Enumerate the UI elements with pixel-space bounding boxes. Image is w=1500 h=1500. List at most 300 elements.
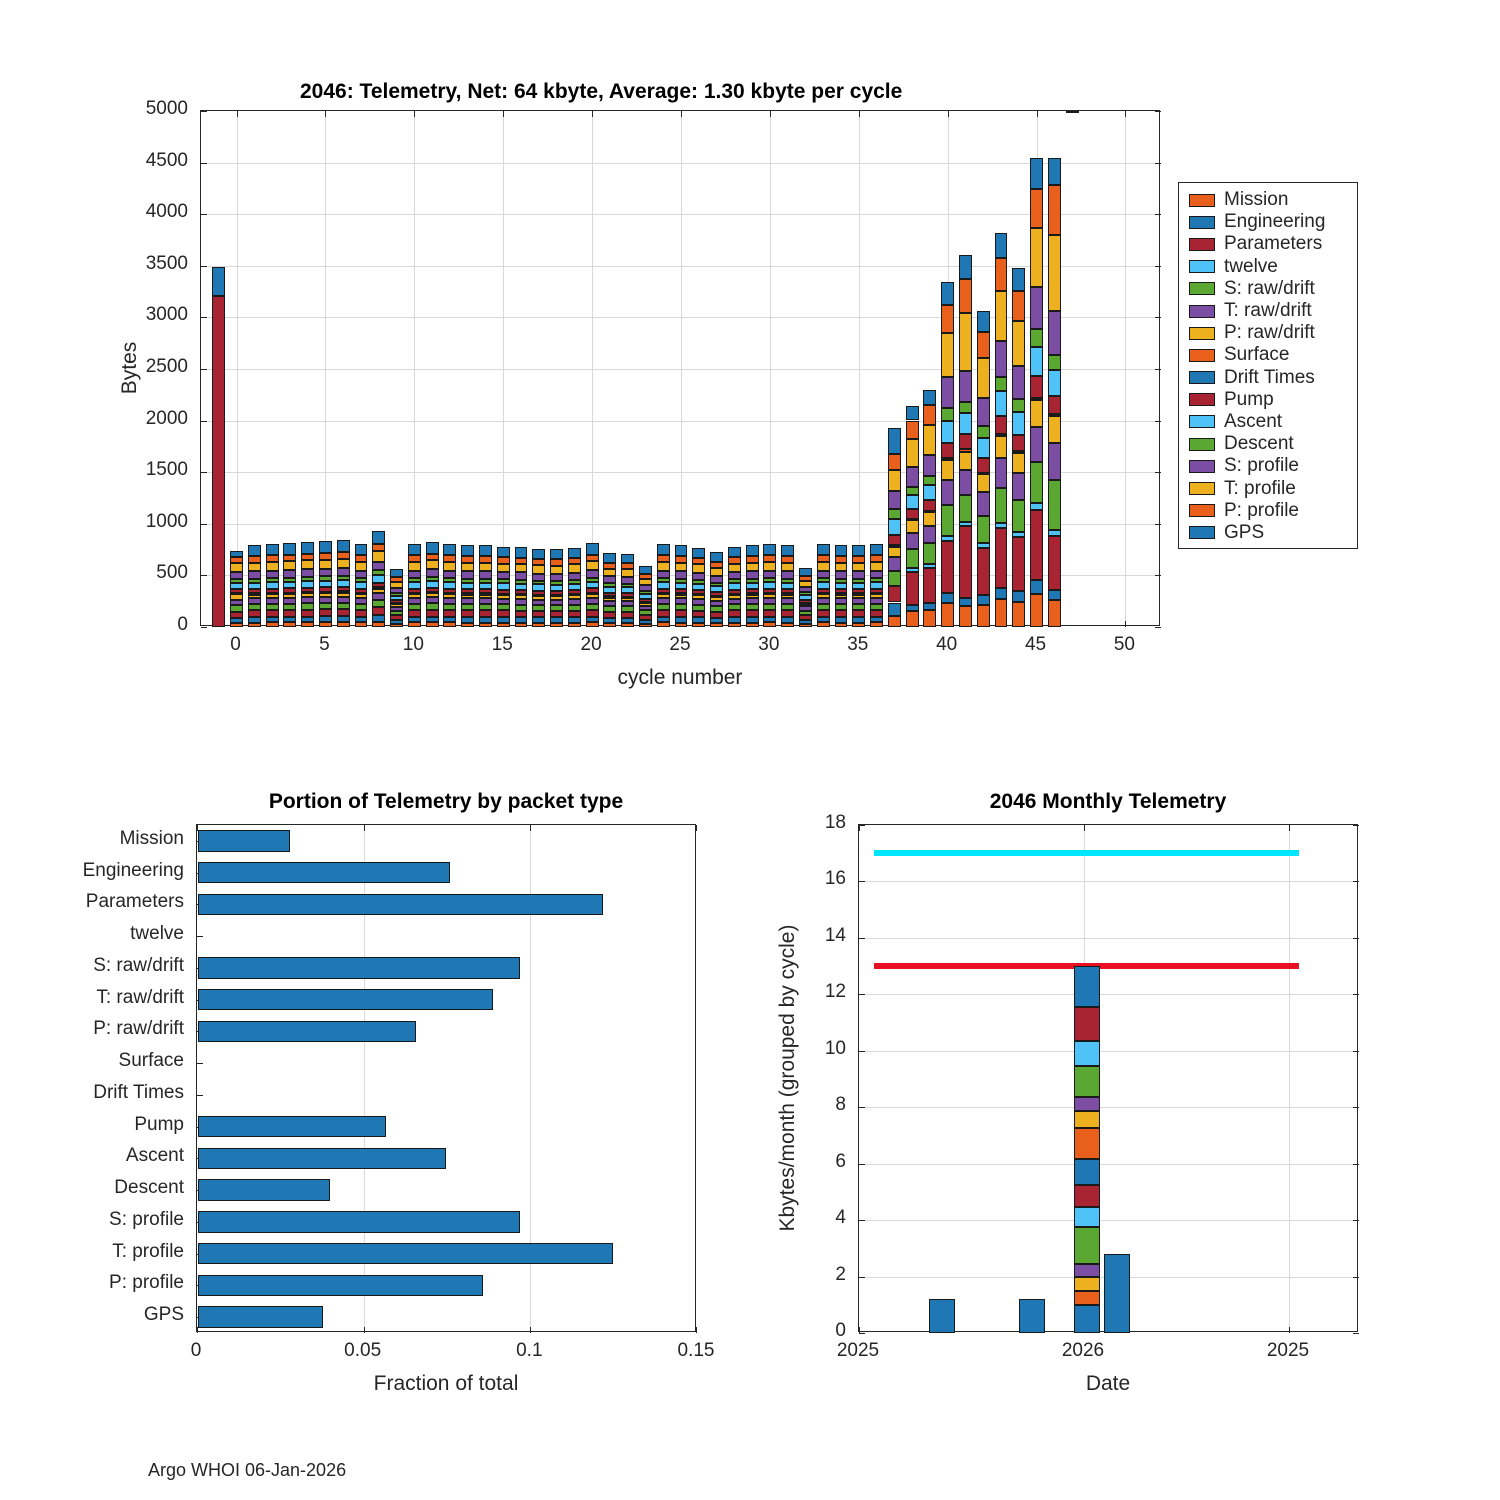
bar-segment bbox=[817, 604, 830, 610]
bar-segment bbox=[870, 617, 883, 623]
bar-segment bbox=[568, 580, 581, 584]
bar-segment bbox=[995, 416, 1008, 434]
bar-segment bbox=[906, 406, 919, 420]
stacked-bar bbox=[799, 111, 812, 627]
bar-segment bbox=[586, 543, 599, 554]
tick-y bbox=[1155, 163, 1161, 164]
bar-segment bbox=[870, 578, 883, 582]
bar-segment bbox=[906, 439, 919, 467]
bar-segment bbox=[941, 460, 954, 480]
legend-swatch bbox=[1189, 194, 1215, 207]
bar-segment bbox=[692, 573, 705, 580]
bar-segment bbox=[479, 583, 492, 590]
bar-segment bbox=[692, 548, 705, 559]
bar-segment bbox=[977, 332, 990, 358]
bar-segment bbox=[888, 586, 901, 602]
bar-segment bbox=[941, 536, 954, 541]
legend-label: Surface bbox=[1224, 344, 1290, 366]
tick-y bbox=[859, 1051, 865, 1052]
tick-y bbox=[859, 1333, 865, 1334]
bar-segment bbox=[728, 579, 741, 583]
bar-segment bbox=[763, 562, 776, 571]
x-tick-label: 0.15 bbox=[677, 1340, 715, 1361]
legend-label: twelve bbox=[1224, 255, 1278, 277]
tick-y bbox=[1353, 1220, 1359, 1221]
bar-segment bbox=[586, 582, 599, 589]
bar-segment bbox=[372, 593, 385, 600]
bar-segment bbox=[390, 569, 403, 577]
bar-segment bbox=[283, 617, 296, 623]
y-tick-label: 2 bbox=[835, 1263, 846, 1285]
legend-item bbox=[1179, 455, 1357, 477]
bar-segment bbox=[959, 522, 972, 526]
stacked-bar bbox=[923, 111, 936, 627]
bar-segment bbox=[692, 590, 705, 594]
bar-segment bbox=[301, 622, 314, 627]
bar-segment bbox=[426, 581, 439, 588]
horizontal-bar bbox=[198, 830, 290, 852]
x-tick-label: 5 bbox=[319, 634, 330, 655]
bar-segment bbox=[923, 543, 936, 564]
bar-segment bbox=[781, 583, 794, 590]
bar-segment bbox=[497, 617, 510, 622]
bar-segment bbox=[746, 598, 759, 604]
horizontal-bar bbox=[198, 1116, 386, 1138]
bar-segment bbox=[266, 622, 279, 627]
horizontal-bar bbox=[198, 1179, 330, 1201]
bar-segment bbox=[319, 581, 332, 588]
bar-segment bbox=[835, 589, 848, 593]
bar-segment bbox=[995, 377, 1008, 392]
bar-segment bbox=[301, 597, 314, 603]
bar-segment bbox=[212, 296, 225, 627]
bar-segment bbox=[977, 543, 990, 548]
bar-segment bbox=[230, 618, 243, 623]
stacked-bar bbox=[817, 111, 830, 627]
bar-segment bbox=[1012, 537, 1025, 591]
bar-segment bbox=[710, 601, 723, 606]
monthly-bar bbox=[1019, 825, 1045, 1333]
bar-segment bbox=[1048, 416, 1061, 443]
bar-segment bbox=[675, 589, 688, 593]
legend-swatch bbox=[1189, 327, 1215, 340]
y-tick-label: 500 bbox=[156, 562, 188, 584]
bar-segment bbox=[799, 568, 812, 576]
bar-segment bbox=[1030, 510, 1043, 580]
stacked-bar bbox=[1066, 111, 1079, 627]
bar-segment bbox=[426, 610, 439, 617]
bar-segment bbox=[497, 594, 510, 596]
y-tick-label: Drift Times bbox=[93, 1081, 184, 1103]
bar-segment bbox=[515, 594, 528, 596]
plot-area bbox=[196, 824, 696, 1332]
legend-label: S: raw/drift bbox=[1224, 277, 1315, 299]
bar-segment bbox=[817, 622, 830, 627]
bar-segment bbox=[692, 611, 705, 618]
tick-y bbox=[1353, 1164, 1359, 1165]
bar-segment bbox=[906, 495, 919, 509]
chart-title: Portion of Telemetry by packet type bbox=[268, 790, 624, 813]
tick-y bbox=[201, 369, 207, 370]
bar-segment bbox=[319, 553, 332, 560]
bar-segment bbox=[621, 606, 634, 611]
bar-segment bbox=[1074, 1185, 1100, 1208]
bar-segment bbox=[248, 598, 261, 604]
y-tick-label: S: profile bbox=[109, 1208, 184, 1230]
bar-segment bbox=[977, 398, 990, 427]
bar-segment bbox=[248, 610, 261, 617]
bar-segment bbox=[1074, 1207, 1100, 1227]
bar-segment bbox=[301, 617, 314, 623]
bar-segment bbox=[852, 623, 865, 627]
bar-segment bbox=[301, 542, 314, 553]
bar-segment bbox=[230, 557, 243, 563]
bar-segment bbox=[710, 596, 723, 598]
bar-segment bbox=[1012, 291, 1025, 321]
bar-segment bbox=[763, 578, 776, 582]
tick-y bbox=[859, 1220, 865, 1221]
bar-segment bbox=[283, 604, 296, 610]
tick-y bbox=[1155, 369, 1161, 370]
bar-segment bbox=[515, 572, 528, 579]
stacked-bar bbox=[728, 111, 741, 627]
legend-label: Pump bbox=[1224, 388, 1274, 410]
bar-segment bbox=[426, 569, 439, 577]
bar-segment bbox=[337, 597, 350, 603]
bar-segment bbox=[266, 593, 279, 595]
bar-segment bbox=[1048, 590, 1061, 600]
bar-segment bbox=[532, 574, 545, 581]
bar-segment bbox=[1030, 158, 1043, 188]
bar-segment bbox=[941, 408, 954, 421]
legend-swatch bbox=[1189, 504, 1215, 517]
tick-y bbox=[1155, 266, 1161, 267]
bar-segment bbox=[728, 594, 741, 596]
y-tick-label: 3000 bbox=[145, 304, 188, 326]
bar-segment bbox=[941, 443, 954, 459]
bar-segment bbox=[1012, 435, 1025, 451]
legend-label: P: profile bbox=[1224, 499, 1299, 521]
bar-segment bbox=[586, 610, 599, 617]
bar-segment bbox=[603, 553, 616, 563]
bar-segment bbox=[283, 598, 296, 604]
bar-segment bbox=[1074, 1007, 1100, 1041]
bar-segment bbox=[568, 617, 581, 622]
bar-segment bbox=[1012, 321, 1025, 366]
bar-segment bbox=[550, 559, 563, 565]
bar-segment bbox=[443, 598, 456, 604]
bar-segment bbox=[337, 540, 350, 552]
bar-segment bbox=[248, 583, 261, 590]
bar-segment bbox=[248, 579, 261, 583]
bar-segment bbox=[586, 555, 599, 562]
bar-segment bbox=[479, 545, 492, 556]
bar-segment bbox=[283, 561, 296, 570]
bar-segment bbox=[515, 605, 528, 611]
bar-segment bbox=[355, 593, 368, 595]
bar-segment bbox=[408, 598, 421, 604]
bar-segment bbox=[603, 623, 616, 627]
y-tick-label: 14 bbox=[824, 924, 846, 946]
bar-segment bbox=[230, 593, 243, 595]
bar-segment bbox=[408, 562, 421, 571]
legend-swatch bbox=[1189, 482, 1215, 495]
tick-y bbox=[1155, 214, 1161, 215]
bar-segment bbox=[906, 533, 919, 550]
bar-segment bbox=[515, 547, 528, 558]
bar-segment bbox=[639, 574, 652, 579]
bar-segment bbox=[443, 610, 456, 617]
legend-item bbox=[1179, 411, 1357, 433]
bar-segment bbox=[355, 598, 368, 604]
bar-segment bbox=[977, 474, 990, 492]
bar-segment bbox=[746, 556, 759, 563]
bar-segment bbox=[657, 544, 670, 555]
bar-segment bbox=[266, 562, 279, 571]
stacked-bar bbox=[283, 111, 296, 627]
bar-segment bbox=[746, 593, 759, 595]
stacked-bar bbox=[692, 111, 705, 627]
bar-segment bbox=[906, 568, 919, 571]
bar-segment bbox=[266, 571, 279, 578]
bar-segment bbox=[1048, 235, 1061, 311]
legend-item bbox=[1179, 477, 1357, 499]
legend-swatch bbox=[1189, 371, 1215, 384]
bar-segment bbox=[923, 485, 936, 500]
bar-segment bbox=[408, 582, 421, 589]
bar-segment bbox=[1012, 453, 1025, 473]
bar-segment bbox=[852, 593, 865, 595]
bar-segment bbox=[603, 618, 616, 623]
bar-segment bbox=[1012, 268, 1025, 291]
bar-segment bbox=[906, 520, 919, 533]
y-tick-label: T: profile bbox=[112, 1240, 184, 1262]
bar-segment bbox=[355, 562, 368, 571]
bar-segment bbox=[568, 590, 581, 594]
bar-segment bbox=[799, 600, 812, 603]
tick-x bbox=[364, 825, 365, 831]
bar-segment bbox=[355, 617, 368, 623]
legend bbox=[1178, 182, 1358, 549]
x-tick-label: 45 bbox=[1024, 634, 1047, 655]
bar-segment bbox=[443, 604, 456, 610]
bar-segment bbox=[390, 603, 403, 605]
legend-item bbox=[1179, 189, 1357, 211]
tick-y bbox=[1155, 111, 1161, 112]
bar-segment bbox=[710, 562, 723, 568]
stacked-bar bbox=[1048, 111, 1061, 627]
y-tick-label: 16 bbox=[824, 868, 846, 890]
bar-segment bbox=[692, 605, 705, 611]
bar-segment bbox=[852, 589, 865, 593]
bar-segment bbox=[1074, 1066, 1100, 1097]
legend-swatch bbox=[1189, 238, 1215, 251]
bar-segment bbox=[763, 589, 776, 593]
bar-segment bbox=[692, 617, 705, 622]
bar-segment bbox=[657, 598, 670, 604]
stacked-bar bbox=[621, 111, 634, 627]
bar-segment bbox=[621, 554, 634, 564]
bar-segment bbox=[266, 578, 279, 582]
bar-segment bbox=[461, 610, 474, 617]
bar-segment bbox=[639, 594, 652, 599]
bar-segment bbox=[710, 568, 723, 576]
bar-segment bbox=[923, 610, 936, 627]
y-tick-label: Pump bbox=[134, 1113, 184, 1135]
bar-segment bbox=[852, 579, 865, 583]
y-tick-label: P: profile bbox=[109, 1272, 184, 1294]
bar-segment bbox=[372, 544, 385, 552]
bar-segment bbox=[959, 526, 972, 598]
bar-segment bbox=[479, 579, 492, 583]
bar-segment bbox=[906, 605, 919, 611]
bar-segment bbox=[337, 591, 350, 593]
bar-segment bbox=[728, 557, 741, 563]
stacked-bar bbox=[888, 111, 901, 627]
bar-segment bbox=[763, 610, 776, 617]
bar-segment bbox=[1074, 1097, 1100, 1111]
bar-segment bbox=[639, 615, 652, 620]
bar-segment bbox=[995, 588, 1008, 599]
y-tick-label: 4500 bbox=[145, 149, 188, 171]
bar-segment bbox=[977, 311, 990, 332]
bar-segment bbox=[941, 458, 954, 460]
bar-segment bbox=[995, 258, 1008, 291]
legend-item bbox=[1179, 522, 1357, 544]
bar-segment bbox=[657, 593, 670, 595]
monthly-bar bbox=[929, 825, 955, 1333]
bar-segment bbox=[515, 558, 528, 564]
bar-segment bbox=[692, 564, 705, 572]
bar-segment bbox=[372, 562, 385, 571]
bar-segment bbox=[923, 526, 936, 544]
bar-segment bbox=[248, 623, 261, 627]
bar-segment bbox=[781, 610, 794, 617]
bar-segment bbox=[479, 589, 492, 593]
bar-segment bbox=[568, 573, 581, 580]
bar-segment bbox=[337, 609, 350, 616]
bar-segment bbox=[1074, 1128, 1100, 1159]
x-tick-label: 30 bbox=[758, 634, 780, 655]
legend-label: T: profile bbox=[1224, 477, 1296, 499]
chart-title: 2046 Monthly Telemetry bbox=[989, 790, 1227, 813]
bar-segment bbox=[461, 589, 474, 593]
bar-segment bbox=[835, 583, 848, 590]
bar-segment bbox=[941, 282, 954, 304]
bar-segment bbox=[941, 377, 954, 409]
bar-segment bbox=[390, 611, 403, 615]
horizontal-bar bbox=[198, 1306, 323, 1328]
bar-segment bbox=[603, 569, 616, 577]
bar-segment bbox=[746, 545, 759, 556]
legend-item bbox=[1179, 233, 1357, 255]
bar-segment bbox=[692, 599, 705, 605]
bar-segment bbox=[248, 604, 261, 610]
bar-segment bbox=[1048, 443, 1061, 480]
bar-segment bbox=[443, 589, 456, 593]
legend-label: Parameters bbox=[1224, 233, 1323, 255]
y-tick-label: 18 bbox=[824, 812, 846, 833]
bar-segment bbox=[906, 549, 919, 568]
bar-segment bbox=[799, 595, 812, 600]
bar-segment bbox=[799, 620, 812, 624]
stacked-bar bbox=[746, 111, 759, 627]
legend-label: Engineering bbox=[1224, 211, 1326, 233]
bar-segment bbox=[728, 599, 741, 605]
bar-segment bbox=[657, 610, 670, 617]
legend-label: Mission bbox=[1224, 189, 1289, 211]
bar-segment bbox=[461, 579, 474, 583]
bar-segment bbox=[941, 305, 954, 334]
horizontal-bar bbox=[198, 894, 603, 916]
bar-segment bbox=[337, 580, 350, 587]
bar-segment bbox=[929, 1299, 955, 1333]
tick-y bbox=[201, 163, 207, 164]
bar-segment bbox=[710, 552, 723, 562]
y-tick-label: 0 bbox=[835, 1320, 846, 1341]
bar-segment bbox=[1074, 1159, 1100, 1184]
tick-y bbox=[859, 994, 865, 995]
bar-segment bbox=[319, 603, 332, 609]
gridline-x bbox=[1289, 825, 1290, 1333]
bar-segment bbox=[568, 558, 581, 564]
bar-segment bbox=[266, 544, 279, 555]
horizontal-bar bbox=[198, 1211, 520, 1233]
stacked-bar bbox=[639, 111, 652, 627]
bar-segment bbox=[301, 560, 314, 569]
bar-segment bbox=[923, 405, 936, 425]
bar-segment bbox=[372, 551, 385, 561]
bar-segment bbox=[1074, 1264, 1100, 1277]
y-tick-label: GPS bbox=[143, 1304, 184, 1326]
bar-segment bbox=[1030, 329, 1043, 347]
bar-segment bbox=[835, 598, 848, 604]
tick-x bbox=[859, 825, 860, 831]
x-axis-label: cycle number bbox=[617, 666, 743, 689]
stacked-bar bbox=[995, 111, 1008, 627]
bar-segment bbox=[532, 600, 545, 605]
bar-segment bbox=[799, 606, 812, 610]
bar-segment bbox=[515, 584, 528, 590]
bar-segment bbox=[230, 563, 243, 572]
bar-segment bbox=[657, 555, 670, 562]
bar-segment bbox=[995, 291, 1008, 340]
bar-segment bbox=[728, 604, 741, 610]
bar-segment bbox=[532, 559, 545, 565]
y-axis-label: Bytes bbox=[118, 341, 141, 395]
bar-segment bbox=[479, 563, 492, 572]
bar-segment bbox=[710, 586, 723, 592]
y-tick-label: 4000 bbox=[145, 201, 188, 223]
bar-segment bbox=[337, 552, 350, 559]
bar-segment bbox=[337, 576, 350, 580]
bar-segment bbox=[746, 563, 759, 572]
bar-segment bbox=[763, 622, 776, 627]
bar-segment bbox=[888, 519, 901, 535]
bar-segment bbox=[372, 615, 385, 622]
bar-segment bbox=[995, 488, 1008, 522]
bar-segment bbox=[657, 622, 670, 627]
bar-segment bbox=[675, 583, 688, 590]
legend-swatch bbox=[1189, 349, 1215, 362]
bar-segment bbox=[319, 541, 332, 552]
bar-segment bbox=[941, 505, 954, 535]
bar-segment bbox=[1030, 462, 1043, 503]
tick-y bbox=[1155, 524, 1161, 525]
bar-segment bbox=[355, 571, 368, 578]
stacked-bar bbox=[568, 111, 581, 627]
bar-segment bbox=[532, 623, 545, 627]
